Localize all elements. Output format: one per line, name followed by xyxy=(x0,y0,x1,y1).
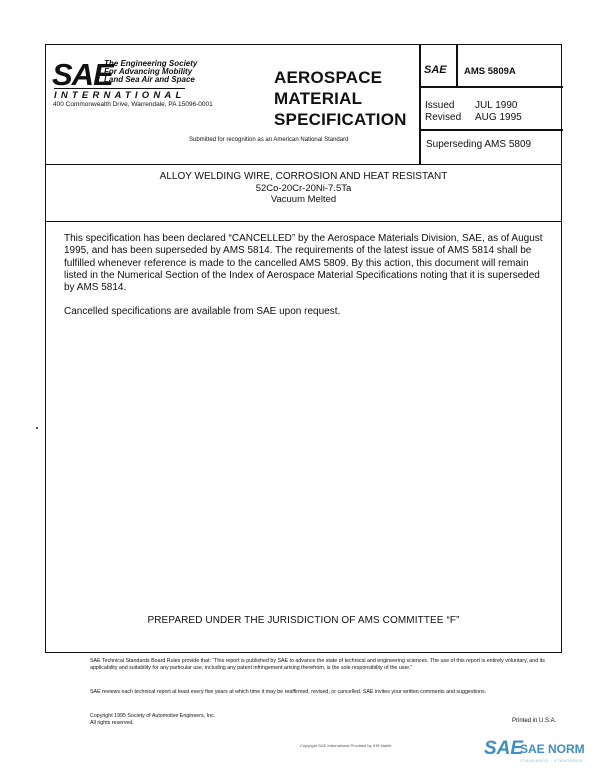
divider xyxy=(419,129,563,131)
tagline-line: The Engineering Society xyxy=(104,59,198,68)
watermark-tag: STANDARDS · STANDARDS xyxy=(520,758,583,763)
issued-label: Issued xyxy=(425,100,455,111)
printed-note: Printed in U.S.A. xyxy=(512,718,557,724)
watermark-mark: SAE xyxy=(484,738,524,759)
document-frame xyxy=(45,44,562,653)
jurisdiction-note: PREPARED UNDER THE JURISDICTION OF AMS COMMITTEE “F” xyxy=(147,615,460,626)
fine-print: Copyright SAE International Provided by IHS Markit xyxy=(300,743,392,748)
watermark-text: SAE NORM xyxy=(520,742,585,756)
divider xyxy=(419,45,421,164)
revised-label: Revised xyxy=(425,112,462,123)
issued-row xyxy=(425,100,518,112)
subject-composition: 52Co-20Cr-20Ni-7.5Ta xyxy=(255,183,352,194)
copyright-line: Copyright 1995 Society of Automotive Engineers, Inc. xyxy=(90,713,216,719)
copyright-block xyxy=(90,713,550,727)
document-title xyxy=(274,67,407,130)
header-block xyxy=(46,45,561,165)
board-rules-note: SAE Technical Standards Board Rules provide that: “This report is published by SAE to advance the state of technical and engineering sciences. The use of this report is entirely voluntary, and its applicability and suitability for any particular use, including any patent infringement arising therefrom, is the sole responsibility of the user.” xyxy=(90,658,545,671)
sae-mini-logo: SAE xyxy=(424,64,447,76)
title-line: SPECIFICATION xyxy=(274,110,407,129)
availability-paragraph: Cancelled specifications are available from SAE upon request. xyxy=(64,306,341,318)
title-line: MATERIAL xyxy=(274,89,363,108)
issue-dates xyxy=(425,100,522,124)
submitted-note: Submitted for recognition as an American National Standard xyxy=(189,137,349,143)
tagline-line: Land Sea Air and Space xyxy=(104,75,195,84)
subject-block xyxy=(46,164,561,222)
rights-line: All rights reserved. xyxy=(90,720,134,726)
subject-title: ALLOY WELDING WIRE, CORROSION AND HEAT RESISTANT xyxy=(159,171,448,182)
ams-number: AMS 5809A xyxy=(464,66,516,77)
subject-condition: Vacuum Melted xyxy=(270,194,337,205)
sae-logo-mark: SAE xyxy=(52,57,113,92)
tagline-line: For Advancing Mobility xyxy=(104,67,193,76)
sae-logo-tagline xyxy=(104,60,197,84)
title-line: AEROSPACE xyxy=(274,68,383,87)
revised-date: AUG 1995 xyxy=(475,112,522,123)
sae-norm-watermark xyxy=(484,738,594,768)
superseding-note: Superseding AMS 5809 xyxy=(426,139,532,150)
review-note: SAE reviews each technical report at least every five years at which time it may be reaffirmed, revised, or cancelled. SAE invites your written comments and suggestions. xyxy=(90,689,487,695)
sae-logo-international: INTERNATIONAL xyxy=(54,90,186,101)
cancellation-paragraph: This specification has been declared “CANCELLED” by the Aerospace Materials Division, SAE, as of August 1995, and has been superseded by AMS 5814. The requirements of the latest issue of AMS 5814 shall be fulfilled whenever reference is made to the cancelled AMS 5809. By this action, this document will remain listed in the Numerical Section of the Index of Aerospace Material Specifications noting that it is superseded by AMS 5814. xyxy=(64,233,543,294)
issued-date: JUL 1990 xyxy=(475,100,518,111)
body-text xyxy=(64,233,552,331)
sae-address: 400 Commonwealth Drive, Warrendale, PA 15096-0001 xyxy=(53,101,213,108)
divider xyxy=(419,86,563,88)
sae-logo xyxy=(52,57,252,102)
margin-mark xyxy=(36,427,38,429)
divider xyxy=(456,45,458,86)
revised-row xyxy=(425,112,522,124)
